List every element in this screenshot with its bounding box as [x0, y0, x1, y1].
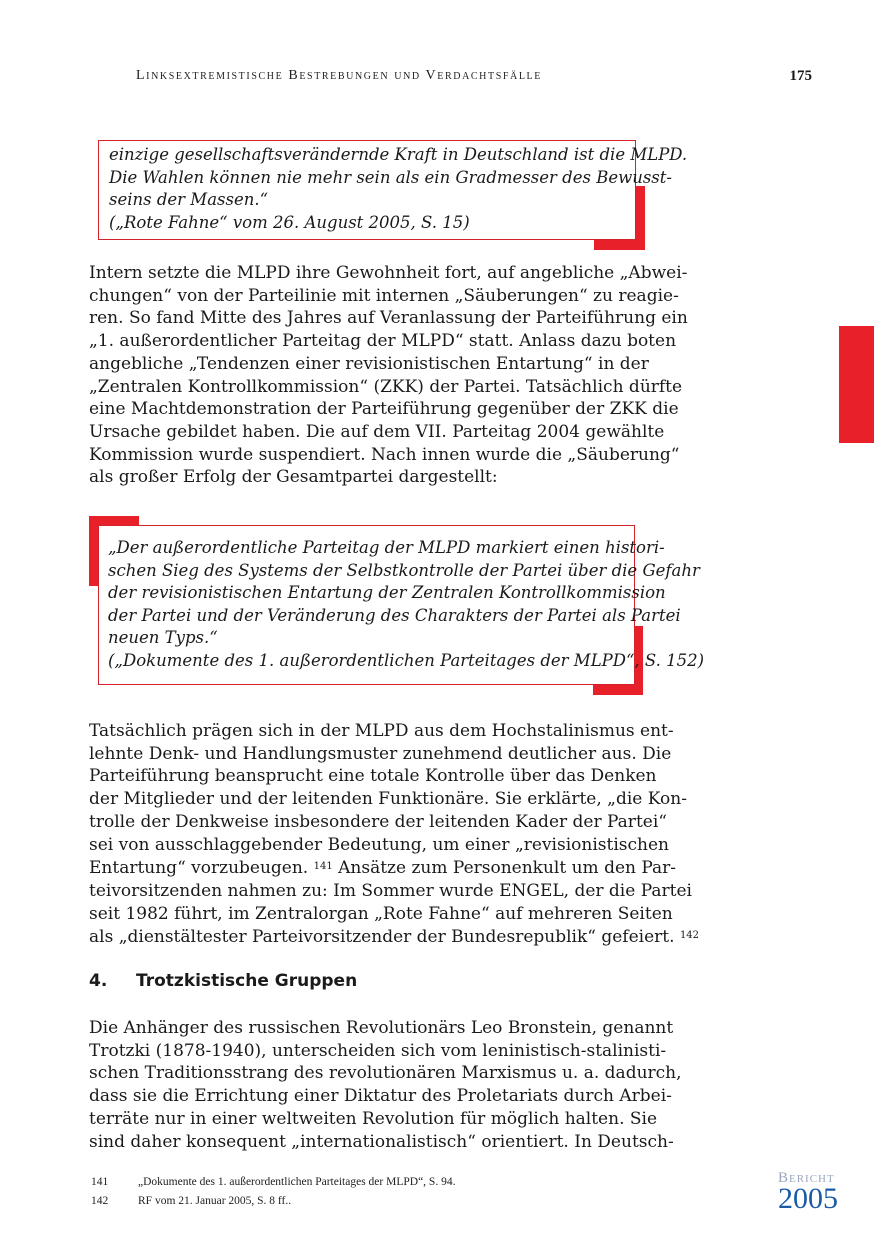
text-line: ren. So fand Mitte des Jahres auf Veranlassung der Parteiführung ein [89, 308, 688, 329]
footnote-number: 141 [91, 1176, 109, 1188]
body-paragraph-3 [89, 1017, 682, 1153]
quote-line: „Der außerordentliche Parteitag der MLPD markiert einen histori- [108, 538, 665, 557]
text-line: Kommission wurde suspendiert. Nach innen wurde die „Säuberung“ [89, 444, 680, 465]
report-logo-word: Bericht [778, 1170, 835, 1186]
body-paragraph-2 [89, 720, 700, 949]
text-line: lehnte Denk- und Handlungsmuster zunehmend deutlicher aus. Die [89, 743, 672, 764]
text-line: dass sie die Errichtung einer Diktatur des Proletariats durch Arbei- [89, 1086, 672, 1107]
text-line: Tatsächlich prägen sich in der MLPD aus dem Hochstalinismus ent- [89, 721, 674, 741]
footnote-number: 142 [91, 1195, 109, 1207]
page-number: 175 [789, 68, 812, 84]
text-line: trolle der Denkweise insbesondere der leitenden Kader der Partei“ [89, 811, 667, 832]
text-fragment: Ansätze zum Personenkult um den Par- [338, 858, 677, 879]
running-header-title: Linksextremistische Bestrebungen und Verdachtsfälle [136, 68, 542, 83]
quote-source: („Dokumente des 1. außerordentlichen Parteitages der MLPD“, S. 152) [108, 650, 705, 670]
text-line: teivorsitzenden nahmen zu: Im Sommer wurde ENGEL, der die Partei [89, 880, 692, 901]
text-line [89, 925, 700, 949]
text-fragment: Entartung“ vorzubeugen. [89, 858, 309, 879]
text-fragment: als „dienstältester Parteivorsitzender der Bundesrepublik“ gefeiert. [89, 927, 675, 948]
quote-box [98, 525, 705, 685]
footnote-141 [91, 1173, 455, 1192]
section-title: Trotzkistische Gruppen [136, 971, 358, 991]
text-line: der Mitglieder und der leitenden Funktionäre. Sie erklärte, „die Kon- [89, 789, 687, 810]
quote-line: neuen Typs.“ [108, 628, 218, 648]
text-line: angebliche „Tendenzen einer revisionistischen Entartung“ in der [89, 353, 649, 374]
text-line: sei von ausschlaggebender Bedeutung, um einer „revisionistischen [89, 834, 669, 855]
section-number: 4. [89, 971, 108, 991]
text-line: Die Anhänger des russischen Revolutionärs Leo Bronstein, genannt [89, 1018, 674, 1038]
footnote-142 [91, 1192, 455, 1211]
chapter-tab-marker [839, 326, 874, 443]
footnote-ref-142[interactable]: 142 [679, 930, 700, 942]
quote-line: der revisionistischen Entartung der Zentralen Kontrollkommission [108, 583, 666, 603]
text-line: schen Traditionsstrang des revolutionären Marxismus u. a. dadurch, [89, 1063, 682, 1084]
text-line [89, 856, 677, 880]
quote-line: seins der Massen.“ [109, 190, 269, 210]
quote-line: Die Wahlen können nie mehr sein als ein Gradmesser des Bewusst- [109, 167, 672, 187]
quote-line: schen Sieg des Systems der Selbstkontrolle der Partei über die Gefahr [108, 560, 700, 580]
text-line: als großer Erfolg der Gesamtpartei dargestellt: [89, 467, 498, 488]
text-line: seit 1982 führt, im Zentralorgan „Rote Fahne“ auf mehreren Seiten [89, 903, 673, 924]
footnote-text: „Dokumente des 1. außerordentlichen Parteitages der MLPD“, S. 94. [138, 1176, 456, 1188]
footnote-text: RF vom 21. Januar 2005, S. 8 ff.. [138, 1195, 292, 1207]
body-paragraph-1 [89, 262, 688, 489]
report-logo-year: 2005 [778, 1182, 838, 1215]
report-logo [778, 1169, 848, 1213]
text-line: Ursache gebildet haben. Die auf dem VII. Parteitag 2004 gewählte [89, 421, 665, 442]
text-line: Intern setzte die MLPD ihre Gewohnheit fort, auf angebliche „Abwei- [89, 263, 688, 283]
text-line: Trotzki (1878-1940), unterscheiden sich vom leninistisch-stalinisti- [89, 1040, 667, 1061]
quote-source: („Rote Fahne“ vom 26. August 2005, S. 15) [109, 212, 470, 232]
quote-line: der Partei und der Veränderung des Charakters der Partei als Partei [108, 605, 681, 625]
quote-box [98, 140, 688, 240]
text-line: chungen“ von der Parteilinie mit internen „Säuberungen“ zu reagie- [89, 285, 679, 306]
text-line: sind daher konsequent „internationalistisch“ orientiert. In Deutsch- [89, 1131, 674, 1152]
text-line: Parteiführung beansprucht eine totale Kontrolle über das Denken [89, 766, 657, 787]
footnote-ref-141[interactable]: 141 [313, 861, 333, 873]
text-line: „Zentralen Kontrollkommission“ (ZKK) der Partei. Tatsächlich dürfte [89, 376, 683, 397]
quote-line: einzige gesellschaftsverändernde Kraft in Deutschland ist die MLPD. [109, 145, 688, 164]
text-line: „1. außerordentlicher Parteitag der MLPD“ statt. Anlass dazu boten [89, 331, 677, 352]
text-line: terräte nur in einer weltweiten Revolution für möglich halten. Sie [89, 1108, 658, 1129]
footnotes [91, 1173, 455, 1211]
section-heading [89, 971, 357, 991]
text-line: eine Machtdemonstration der Parteiführung gegenüber der ZKK die [89, 399, 679, 420]
